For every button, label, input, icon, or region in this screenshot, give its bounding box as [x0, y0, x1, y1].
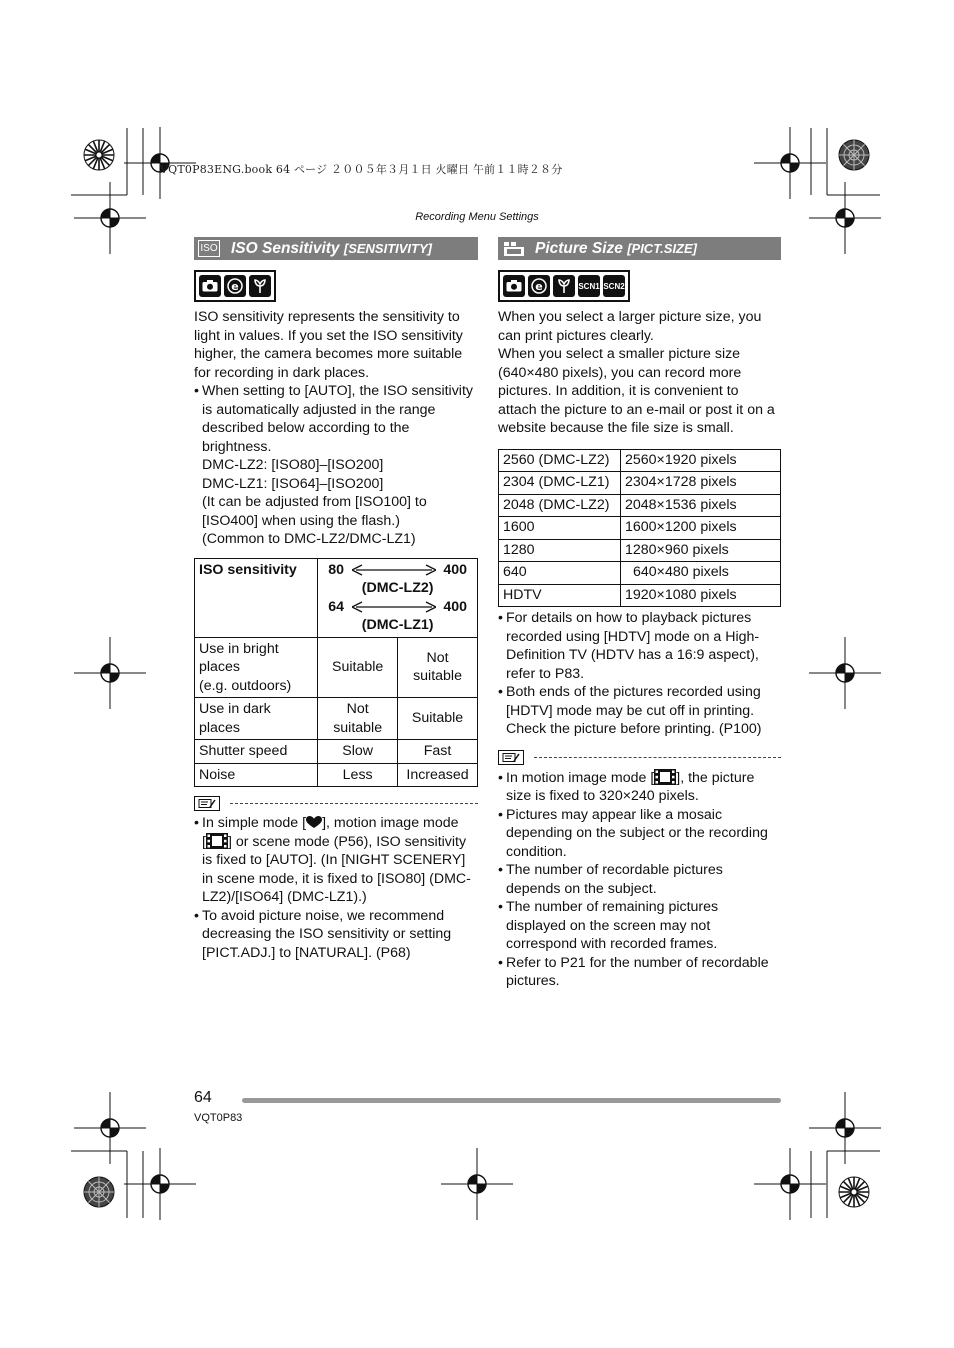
- iso-section-title: ISO Sensitivity: [231, 240, 340, 257]
- size-name: 2048 (DMC-LZ2): [499, 494, 621, 517]
- size-value: 1280×960 pixels: [621, 539, 781, 562]
- scene-1-icon: SCN1: [578, 275, 600, 297]
- row-label: [195, 637, 318, 698]
- note-divider: [194, 794, 478, 812]
- note-icon: [194, 796, 220, 811]
- row-label: [195, 698, 318, 740]
- row-label-line: places: [199, 719, 241, 736]
- iso-auto-bullet: • When setting to [AUTO], the ISO sensitivity is automatically adjusted in the range described below according to the brightness.: [194, 382, 478, 456]
- high-iso-cell: Suitable: [398, 698, 478, 740]
- table-row: [195, 763, 478, 787]
- note-text: ], the picture size is fixed to 320×240 pixels.: [506, 769, 755, 804]
- page-number: 64: [194, 1089, 212, 1106]
- iso-note-simple-mode: [194, 814, 478, 907]
- low-iso-cell: [318, 698, 398, 740]
- motion-image-icon: [654, 770, 676, 786]
- normal-picture-mode-icon: [199, 275, 221, 297]
- size-value: 2304×1728 pixels: [621, 472, 781, 495]
- high-iso-cell: [398, 637, 478, 698]
- hdtv-playback-bullet: • For details on how to playback pictures recorded using [HDTV] mode on a High-Definition TV (HDTV has a 16:9 aspect), refer to P83.: [498, 609, 781, 683]
- macro-mode-icon: [553, 275, 575, 297]
- low-iso-cell: Less: [318, 763, 398, 787]
- double-arrow-icon: [352, 601, 436, 613]
- size-name: 2560 (DMC-LZ2): [499, 449, 621, 472]
- recordable-pictures-note: • The number of recordable pictures depends on the subject.: [498, 861, 781, 898]
- note-text: [: [202, 833, 206, 850]
- mosaic-note: • Pictures may appear like a mosaic depending on the subject or the recording condition.: [498, 806, 781, 862]
- iso-flash-note-2: [ISO400] when using the flash.): [202, 512, 400, 529]
- size-name: 640: [499, 562, 621, 585]
- lz1-model-label: (DMC-LZ1): [361, 617, 434, 633]
- cell-line: suitable: [333, 719, 383, 736]
- iso-flash-note-3: (Common to DMC-LZ2/DMC-LZ1): [202, 531, 416, 547]
- lz2-model-label: (DMC-LZ2): [361, 580, 434, 596]
- macro-mode-icon: [249, 275, 271, 297]
- iso-flash-note-1: (It can be adjusted from [ISO100] to: [202, 494, 427, 510]
- reference-note: • Refer to P21 for the number of recordable pictures.: [498, 954, 781, 991]
- note-icon: [498, 750, 524, 765]
- table-row: [195, 637, 478, 698]
- lz2-low-value: 80: [328, 561, 345, 578]
- cell-line: suitable: [413, 668, 462, 685]
- iso-sensitivity-table: [194, 558, 478, 788]
- low-iso-cell: Suitable: [318, 637, 398, 698]
- iso-icon: ISO: [198, 240, 220, 257]
- note-text: ], motion image mode: [322, 815, 459, 831]
- table-row: [195, 558, 478, 637]
- picture-size-intro-2: When you select a smaller picture size (640×480 pixels), you can record more pictures. In addition, it is convenient to attach the picture to an e-mail or post it on a website because the file size is small.: [498, 346, 775, 436]
- iso-range-lz2: DMC-LZ2: [ISO80]–[ISO200]: [202, 457, 384, 473]
- high-iso-cell: Increased: [398, 763, 478, 787]
- picture-size-section-header: [498, 237, 781, 260]
- heart-icon: [306, 815, 322, 831]
- iso-section-subtitle: [SENSITIVITY]: [343, 241, 432, 256]
- remaining-pictures-note: • The number of remaining pictures displayed on the screen may not correspond with recorded frames.: [498, 898, 781, 954]
- size-value: 1920×1080 pixels: [621, 584, 781, 607]
- note-text: In motion image mode [: [506, 769, 655, 786]
- iso-header-label: ISO sensitivity: [195, 558, 318, 637]
- normal-picture-mode-icon: [503, 275, 525, 297]
- size-name: 2304 (DMC-LZ1): [499, 472, 621, 495]
- table-row: [499, 517, 781, 540]
- row-label-line: (e.g. outdoors): [199, 677, 292, 694]
- picture-size-icon: [503, 241, 525, 264]
- note-divider: [498, 749, 781, 767]
- size-name: HDTV: [499, 584, 621, 607]
- file-info-line: VQT0P83ENG.book 64 ページ ２００５年３月１日 火曜日 午前１１時２８分: [160, 163, 563, 176]
- svg-text:e: e: [535, 280, 543, 293]
- picture-size-title: Picture Size: [535, 240, 623, 257]
- table-row: [195, 698, 478, 740]
- table-row: [499, 539, 781, 562]
- motion-image-size-note: [498, 769, 781, 806]
- lz1-high-value: 400: [443, 598, 467, 615]
- picture-size-intro-1: When you select a larger picture size, you can print pictures clearly.: [498, 309, 762, 344]
- size-value: 2560×1920 pixels: [621, 449, 781, 472]
- economy-mode-icon: [528, 275, 550, 297]
- table-row: [499, 449, 781, 472]
- table-row: [499, 472, 781, 495]
- iso-intro-text: ISO sensitivity represents the sensitivity to light in values. If you set the ISO sensitivity higher, the camera becomes more suitable for recording in dark places.: [194, 309, 463, 381]
- picture-size-table: [498, 449, 781, 608]
- size-name: 1280: [499, 539, 621, 562]
- row-label: Noise: [195, 763, 318, 787]
- svg-text:e: e: [231, 280, 239, 293]
- table-row: [499, 494, 781, 517]
- cell-line: Not: [346, 701, 369, 717]
- row-label-line: places: [199, 659, 241, 675]
- scene-2-icon: SCN2: [603, 275, 625, 297]
- row-label-line: Use in bright: [199, 640, 279, 657]
- iso-range-lz1: DMC-LZ1: [ISO64]–[ISO200]: [202, 475, 384, 492]
- available-modes: [498, 270, 630, 302]
- row-label: Shutter speed: [195, 740, 318, 764]
- picture-size-section: [498, 237, 781, 991]
- footer-rule: [242, 1098, 781, 1103]
- size-value: 640×480 pixels: [621, 562, 781, 585]
- motion-image-icon: [206, 834, 228, 850]
- iso-sensitivity-section: [194, 237, 478, 962]
- double-arrow-icon: [352, 564, 436, 576]
- size-name: 1600: [499, 517, 621, 540]
- running-head: Recording Menu Settings: [415, 211, 539, 223]
- note-text: In simple mode [: [202, 815, 307, 831]
- size-value: 1600×1200 pixels: [621, 517, 781, 540]
- lz1-low-value: 64: [328, 598, 345, 615]
- iso-section-header: [194, 237, 478, 260]
- table-row: [195, 740, 478, 764]
- note-text: ] or scene mode (P56), ISO sensitivity is fixed to [AUTO]. (In [NIGHT SCENERY] in scene mode, it is fixed to [ISO80] (DMC-LZ2)/[ISO64] (DMC-LZ1).): [202, 833, 471, 905]
- low-iso-cell: Slow: [318, 740, 398, 764]
- row-label-line: Use in dark: [199, 701, 271, 717]
- lz2-high-value: 400: [443, 561, 467, 578]
- document-code: VQT0P83: [194, 1112, 243, 1124]
- high-iso-cell: Fast: [398, 740, 478, 764]
- iso-note-noise: • To avoid picture noise, we recommend decreasing the ISO sensitivity or setting [PICT.ADJ.] to [NATURAL]. (P68): [194, 907, 478, 963]
- picture-size-subtitle: [PICT.SIZE]: [627, 241, 697, 256]
- size-value: 2048×1536 pixels: [621, 494, 781, 517]
- iso-range-cell: [318, 558, 478, 637]
- table-row: [499, 584, 781, 607]
- cell-line: Not: [426, 649, 449, 666]
- available-modes: [194, 270, 276, 302]
- hdtv-print-bullet: • Both ends of the pictures recorded using [HDTV] mode may be cut off in printing. Check the picture before printing. (P100): [498, 683, 781, 739]
- table-row: [499, 562, 781, 585]
- economy-mode-icon: [224, 275, 246, 297]
